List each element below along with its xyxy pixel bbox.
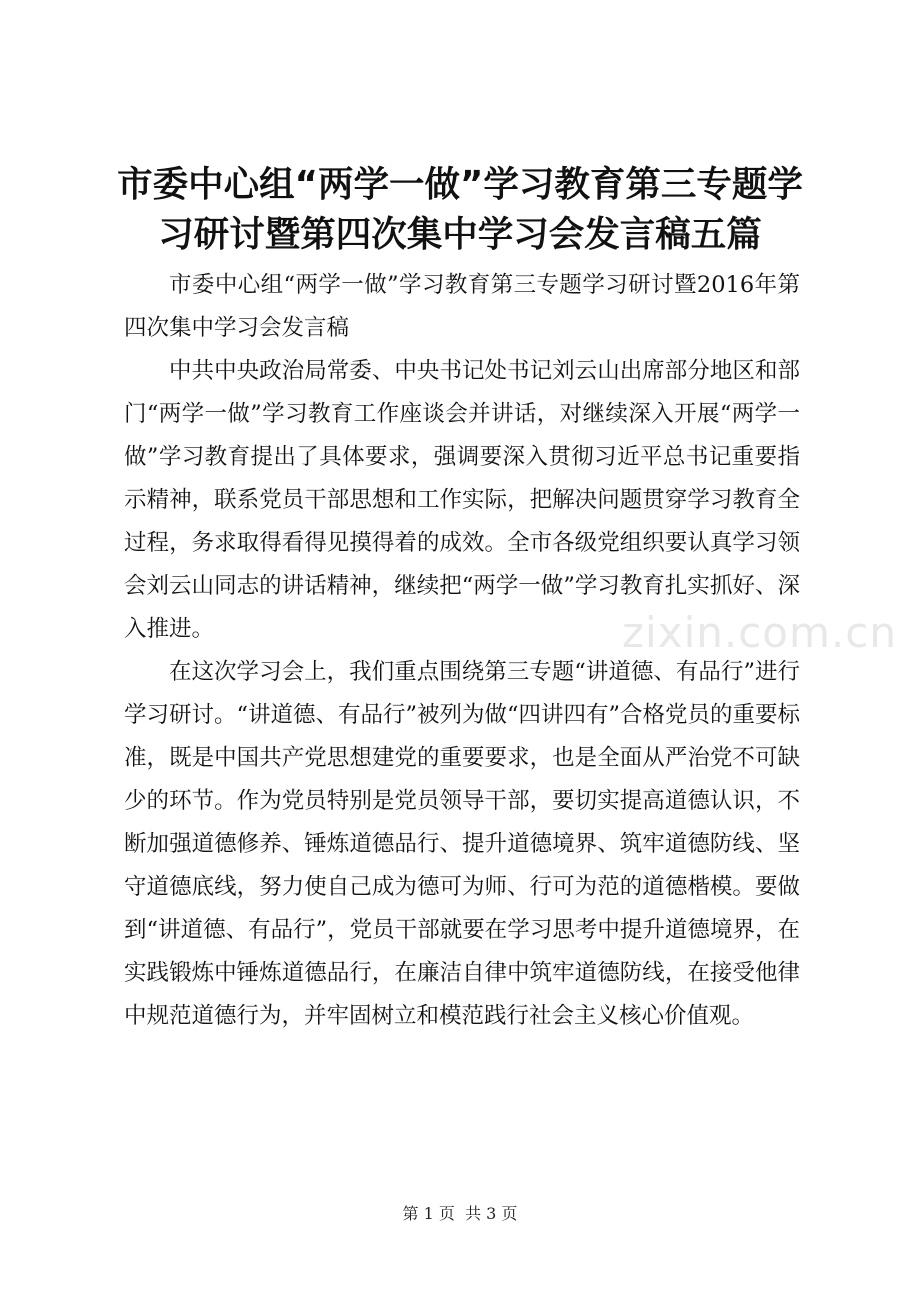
paragraph-1: 中共中央政治局常委、中央书记处书记刘云山出席部分地区和部门“两学一做”学习教育工作座谈会并讲话，对继续深入开展“两学一做”学习教育提出了具体要求，强调要深入贯彻习近平总书记重要指示精神，联系党员干部思想和工作实际，把解决问题贯穿学习教育全过程，务求取得看得见摸得着的成效。全市各级党组织要认真学习领会刘云山同志的讲话精神，继续把“两学一做”学习教育扎实抓好、深入推进。	[124, 358, 800, 642]
page-footer: 第 1 页 共 3 页	[402, 1204, 518, 1223]
paragraph-2: 在这次学习会上，我们重点围绕第三专题“讲道德、有品行”进行学习研讨。“讲道德、有品行”被列为做“四讲四有”合格党员的重要标准，既是中国共产党思想建党的重要要求，也是全面从严治党不可缺少的环节。作为党员特别是党员领导干部，要切实提高道德认识，不断加强道德修养、锤炼道德品行、提升道德境界、筑牢道德防线、坚守道德底线，努力使自己成为德可为师、行可为范的道德楷模。要做到“讲道德、有品行”，党员干部就要在学习思考中提升道德境界，在实践锻炼中锤炼道德品行，在廉洁自律中筑牢道德防线，在接受他律中规范道德行为，并牢固树立和模范践行社会主义核心价值观。	[124, 659, 801, 1029]
document-body	[124, 264, 800, 1038]
watermark: zixin.com.cn	[622, 608, 897, 657]
paragraph-subtitle: 市委中心组“两学一做”学习教育第三专题学习研讨暨2016年第四次集中学习会发言稿	[124, 272, 800, 341]
document-title: 市委中心组“两学一做”学习教育第三专题学习研讨暨第四次集中学习会发言稿五篇	[117, 164, 803, 255]
